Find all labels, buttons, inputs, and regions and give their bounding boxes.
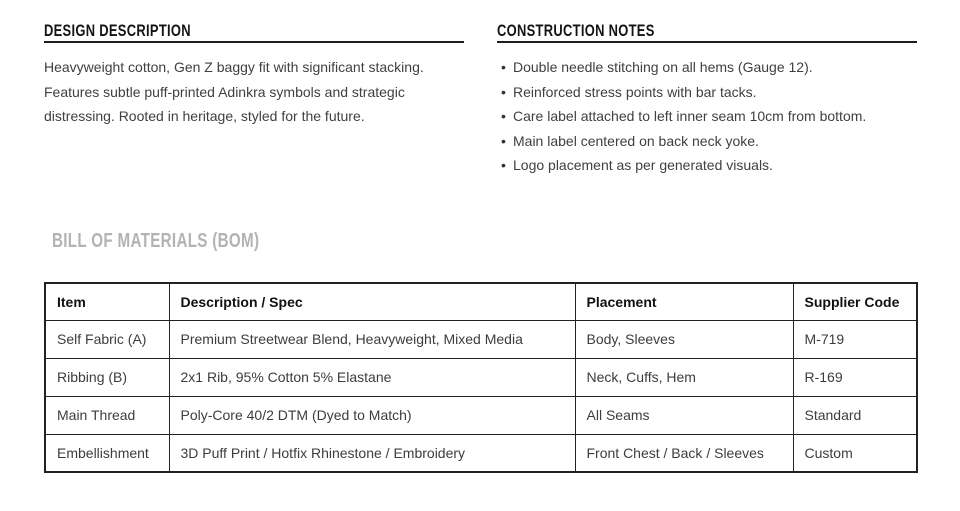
note-text: Logo placement as per generated visuals. <box>513 157 773 174</box>
cell-description: Premium Streetwear Blend, Heavyweight, Mixed Media <box>169 320 575 358</box>
cell-supplier-code: Standard <box>793 396 917 434</box>
table-row <box>45 358 917 396</box>
cell-supplier-code: R-169 <box>793 358 917 396</box>
table-row <box>45 396 917 434</box>
column-header-description: Description / Spec <box>169 283 575 320</box>
bullet-icon: • <box>501 132 506 149</box>
cell-placement: Front Chest / Back / Sleeves <box>575 434 793 472</box>
bom-section-title: BILL OF MATERIALS (BOM) <box>52 230 260 252</box>
bullet-icon: • <box>501 59 506 75</box>
list-item <box>497 129 917 154</box>
list-item <box>497 80 917 105</box>
cell-item: Embellishment <box>45 434 169 472</box>
bom-table <box>44 282 918 473</box>
cell-supplier-code: M-719 <box>793 320 917 358</box>
note-text: Care label attached to left inner seam 10cm from bottom. <box>513 108 867 125</box>
column-header-item: Item <box>45 283 169 320</box>
cell-placement: Body, Sleeves <box>575 320 793 358</box>
cell-description: Poly-Core 40/2 DTM (Dyed to Match) <box>169 396 575 434</box>
cell-supplier-code: Custom <box>793 434 917 472</box>
cell-placement: All Seams <box>575 396 793 434</box>
table-header-row <box>45 283 917 320</box>
construction-notes-section <box>497 22 917 178</box>
table-row <box>45 434 917 472</box>
design-description-section <box>44 22 464 129</box>
design-description-body: Heavyweight cotton, Gen Z baggy fit with significant stacking. Features subtle puff-printed Adinkra symbols and strategic distressing. Rooted in heritage, styled for the future. <box>44 59 424 124</box>
construction-notes-title: CONSTRUCTION NOTES <box>497 21 655 40</box>
bullet-icon: • <box>501 157 506 174</box>
list-item <box>497 104 917 129</box>
cell-placement: Neck, Cuffs, Hem <box>575 358 793 396</box>
construction-notes-header <box>497 22 917 43</box>
note-text: Reinforced stress points with bar tacks. <box>513 83 757 100</box>
column-header-placement: Placement <box>575 283 793 320</box>
cell-description: 2x1 Rib, 95% Cotton 5% Elastane <box>169 358 575 396</box>
note-text: Main label centered on back neck yoke. <box>513 132 759 149</box>
cell-item: Self Fabric (A) <box>45 320 169 358</box>
cell-description: 3D Puff Print / Hotfix Rhinestone / Embroidery <box>169 434 575 472</box>
bullet-icon: • <box>501 83 506 100</box>
bullet-icon: • <box>501 108 506 125</box>
design-description-title: DESIGN DESCRIPTION <box>44 21 191 40</box>
construction-notes-list <box>497 55 917 178</box>
column-header-supplier-code: Supplier Code <box>793 283 917 320</box>
list-item <box>497 55 917 80</box>
list-item <box>497 153 917 178</box>
design-description-header <box>44 22 464 43</box>
cell-item: Ribbing (B) <box>45 358 169 396</box>
note-text: Double needle stitching on all hems (Gauge 12). <box>513 59 813 75</box>
table-row <box>45 320 917 358</box>
cell-item: Main Thread <box>45 396 169 434</box>
